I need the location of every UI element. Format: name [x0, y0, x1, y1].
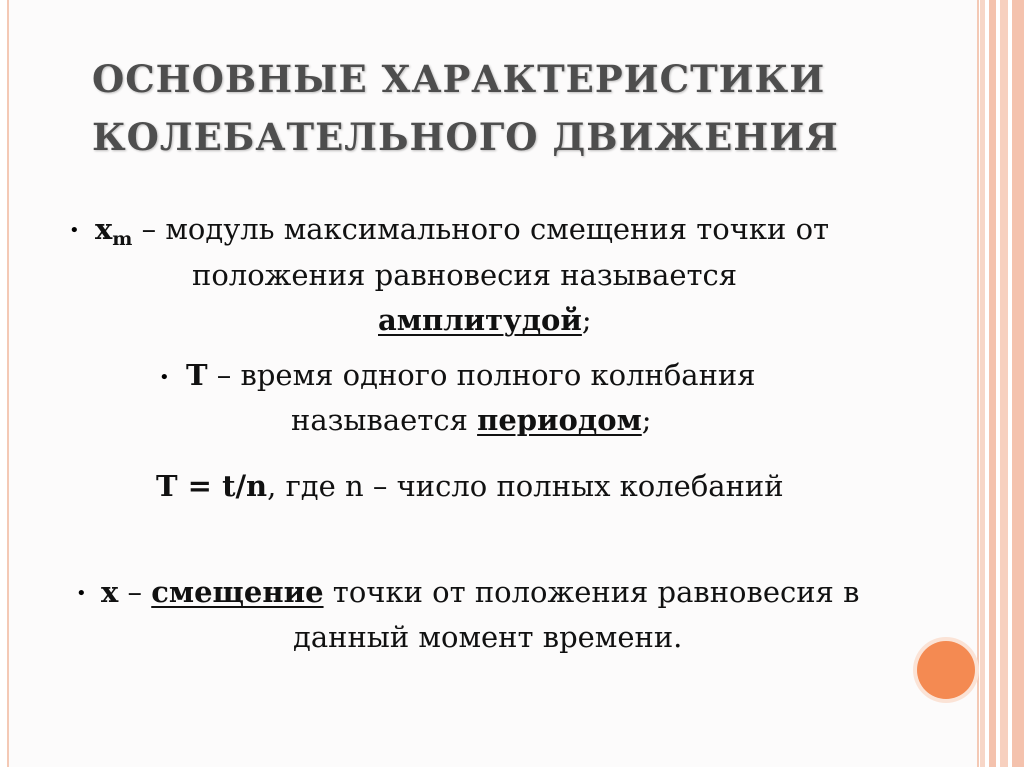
decorative-circle [917, 641, 975, 699]
amplitude-line-2 [192, 252, 737, 299]
displacement-text-1: точки от положения равновесия в [323, 575, 860, 609]
term-period: периодом [477, 403, 642, 437]
bullet-1: • [69, 220, 80, 241]
decorative-stripes [980, 0, 1024, 767]
slide-title [92, 50, 912, 166]
term-displacement: смещение [151, 575, 324, 609]
formula-explanation: , где n – число полных колебаний [267, 469, 784, 503]
displacement-dash: – [118, 575, 152, 609]
period-formula [156, 463, 784, 510]
term-amplitude: амплитудой [378, 303, 582, 337]
period-end: ; [641, 403, 652, 437]
xm-symbol: x [95, 212, 113, 246]
displacement-line-2 [293, 614, 682, 661]
formula-expression: T = t/n [156, 469, 268, 503]
period-text-1: – время одного полного колнбания [207, 358, 756, 392]
bullet-2: • [159, 367, 170, 388]
title-line-1: ОСНОВНЫЕ ХАРАКТЕРИСТИКИ [92, 57, 826, 101]
period-text-2: называется [291, 403, 478, 437]
xm-subscript: m [112, 228, 133, 250]
amplitude-line-3 [378, 297, 592, 344]
amplitude-text-1: – модуль максимального смещения точки от [132, 212, 830, 246]
displacement-symbol: x [101, 575, 119, 609]
bullet-3: • [76, 583, 87, 604]
amplitude-text-2: положения равновесия называется [192, 258, 738, 292]
definition-period [186, 352, 756, 399]
displacement-text-2: данный момент времени. [293, 620, 683, 654]
period-line-2 [291, 397, 652, 444]
period-symbol: T [186, 358, 208, 392]
title-line-2: КОЛЕБАТЕЛЬНОГО ДВИЖЕНИЯ [92, 115, 839, 159]
definition-displacement [101, 569, 859, 616]
amplitude-end: ; [581, 303, 592, 337]
